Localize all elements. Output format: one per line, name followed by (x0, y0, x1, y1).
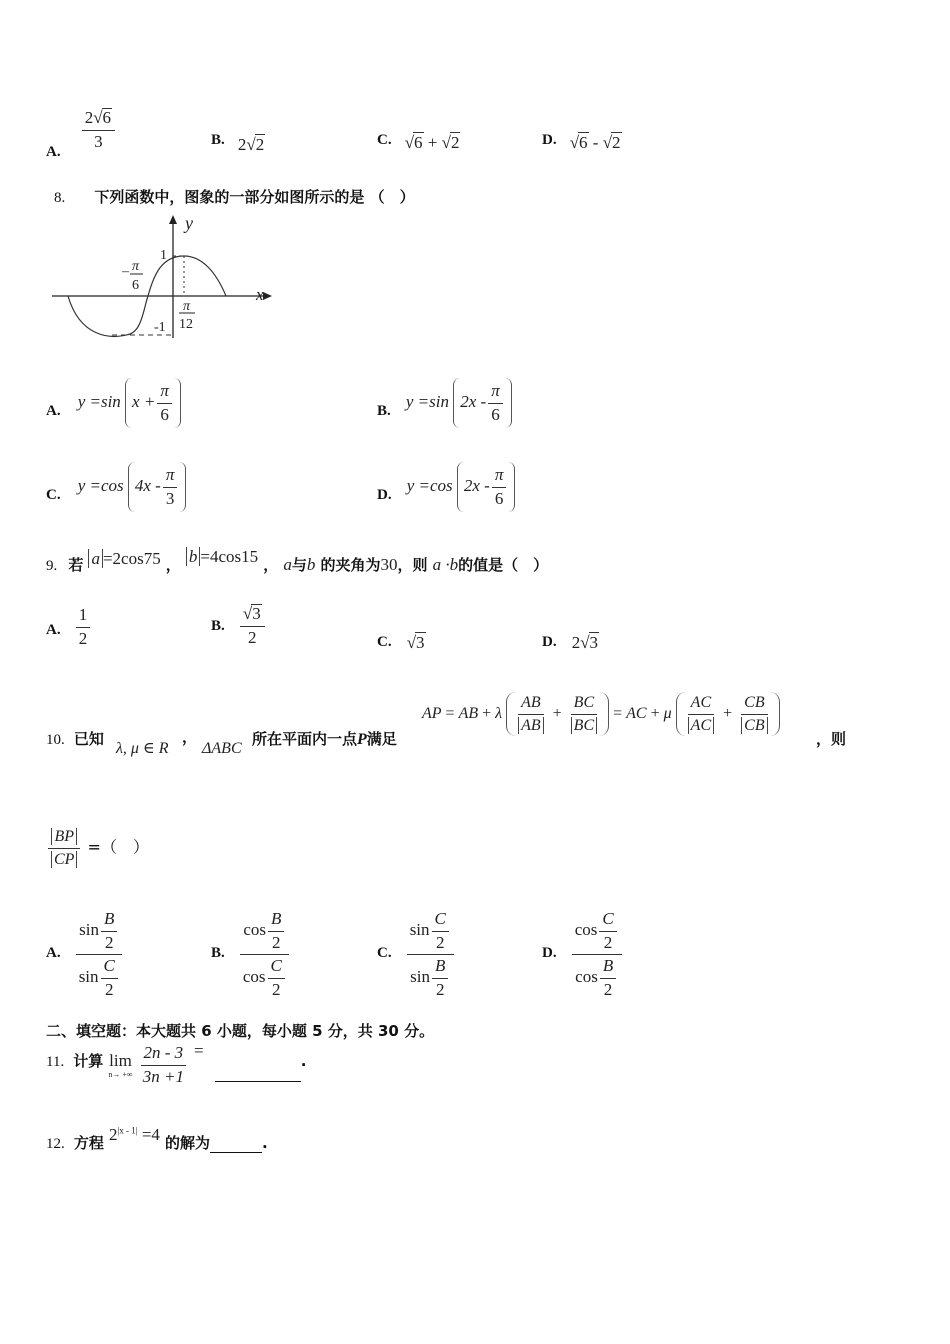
option-label: B. (211, 945, 225, 962)
fraction: $\frac{2n - 3}{3n +1}$ (140, 1044, 187, 1086)
expression: 2√3 (571, 633, 599, 652)
fraction: $\frac{1}{2}$ (76, 606, 91, 648)
fraction: sin $\frac{C}{2}$ sin $\frac{B}{2}$ (407, 910, 454, 1000)
y-label: y (185, 213, 193, 233)
option-label: D. (542, 945, 557, 962)
option-label: C. (377, 634, 392, 650)
q9-option-a (46, 606, 92, 648)
question-number: 11. (46, 1053, 65, 1070)
triangle: ΔABC (202, 740, 242, 757)
fraction: $\frac{2√6}{3}$ (82, 108, 115, 151)
x-axis-arrow (263, 292, 272, 300)
option-label: A. (46, 403, 61, 420)
q7-option-b (211, 128, 265, 154)
option-label: D. (377, 487, 392, 504)
option-label: B. (211, 618, 225, 635)
question-number: 12. (46, 1136, 65, 1152)
q8-option-c (46, 462, 186, 512)
q10-stem-start: 10. 已知 (46, 730, 104, 748)
option-label: C. (377, 132, 392, 148)
ratio-expression: $\frac{BP}{CP}$ =（ ） (46, 828, 149, 868)
section-heading: 二、填空题：本大题共 6 小题，每小题 5 分，共 30 分。 (46, 1022, 435, 1040)
q9-stem: 9. 若 a =2cos75 ， b =4cos15 ， a与b 的夹角为30，则 a ·b的值是（ ） (46, 547, 549, 574)
q12: 12. 方程 $2^{|x - 1|} =4$ 的解为 . (46, 1125, 268, 1152)
q10-stem-text: 所在平面内一点P满足 (252, 730, 397, 748)
q10-option-b (211, 910, 292, 1000)
question-number: 9. (46, 558, 58, 574)
fraction: cos $\frac{C}{2}$ cos $\frac{B}{2}$ (572, 910, 622, 1000)
function-graph (50, 212, 280, 342)
q8-option-b (377, 378, 512, 428)
vector-equation: AP = AB + λ $\frac{AB}{AB}$ + $\frac{BC}{BC}$ = AC + μ $\frac{AC}{AC}$ + $\frac{CB}{CB}$ (422, 692, 780, 736)
q10-option-a (46, 910, 125, 1000)
y-axis-arrow (169, 215, 177, 224)
question-number: 10. (46, 732, 65, 748)
tick-six: 6 (132, 278, 139, 293)
q9-option-c (377, 630, 426, 651)
expression: y =cos 2x - $\frac{\pi}{6}$ (407, 476, 516, 495)
limit: lim n→ +∞ (108, 1051, 133, 1080)
tick-pi-left: π (132, 259, 140, 274)
answer-blank[interactable] (215, 1081, 301, 1082)
option-label: C. (377, 945, 392, 962)
answer-blank[interactable] (210, 1152, 262, 1153)
option-label: D. (542, 132, 557, 148)
option-label: C. (46, 487, 61, 504)
expression: 2√2 (237, 135, 265, 154)
option-label: A. (46, 144, 61, 161)
tick-twelve: 12 (179, 317, 193, 332)
tick-minus-one: -1 (154, 320, 166, 335)
expression: √3 (406, 633, 425, 652)
q9-option-b (211, 604, 267, 647)
option-label: D. (542, 634, 557, 650)
expression: y =cos 4x - $\frac{\pi}{3}$ (78, 476, 187, 495)
expression: y =sin x + $\frac{\pi}{6}$ (78, 392, 181, 411)
lambda-mu: λ, μ ∈ R (116, 740, 169, 757)
q8-option-a (46, 378, 181, 428)
fraction: $\frac{√3}{2}$ (240, 604, 265, 647)
q7-option-d (542, 128, 622, 152)
q7-option-c (377, 128, 460, 152)
q8-option-d (377, 462, 515, 512)
option-label: B. (211, 132, 225, 148)
q7-option-a (46, 108, 112, 161)
q10-option-c (377, 910, 456, 1000)
tick-pi-right: π (183, 299, 191, 314)
expression: √6 + √2 (404, 133, 460, 152)
option-label: B. (377, 403, 391, 420)
q11: 11. 计算 lim n→ +∞ $\frac{2n - 3}{3n +1}$ = . (46, 1040, 307, 1086)
expression: √6 - √2 (569, 133, 621, 152)
q9-option-d (542, 630, 599, 651)
fraction: sin $\frac{B}{2}$ sin $\frac{C}{2}$ (76, 910, 123, 1000)
question-number: 8. (54, 190, 66, 206)
q10-option-d (542, 910, 624, 1000)
fraction: $\frac{BP}{CP}$ (48, 828, 80, 868)
q8-stem (54, 186, 415, 207)
tick-one: 1 (160, 248, 167, 263)
option-label: A. (46, 945, 61, 962)
fraction: cos $\frac{B}{2}$ cos $\frac{C}{2}$ (240, 910, 290, 1000)
tick-minus: – (122, 264, 129, 279)
exponent-expression: $2^{|x - 1|} =4$ (108, 1125, 160, 1144)
expression: y =sin 2x - $\frac{\pi}{6}$ (406, 392, 512, 411)
x-label: x (256, 285, 264, 304)
option-label: A. (46, 621, 61, 638)
question-text: 下列函数中，图象的一部分如图所示的是 （ ） (94, 188, 415, 206)
